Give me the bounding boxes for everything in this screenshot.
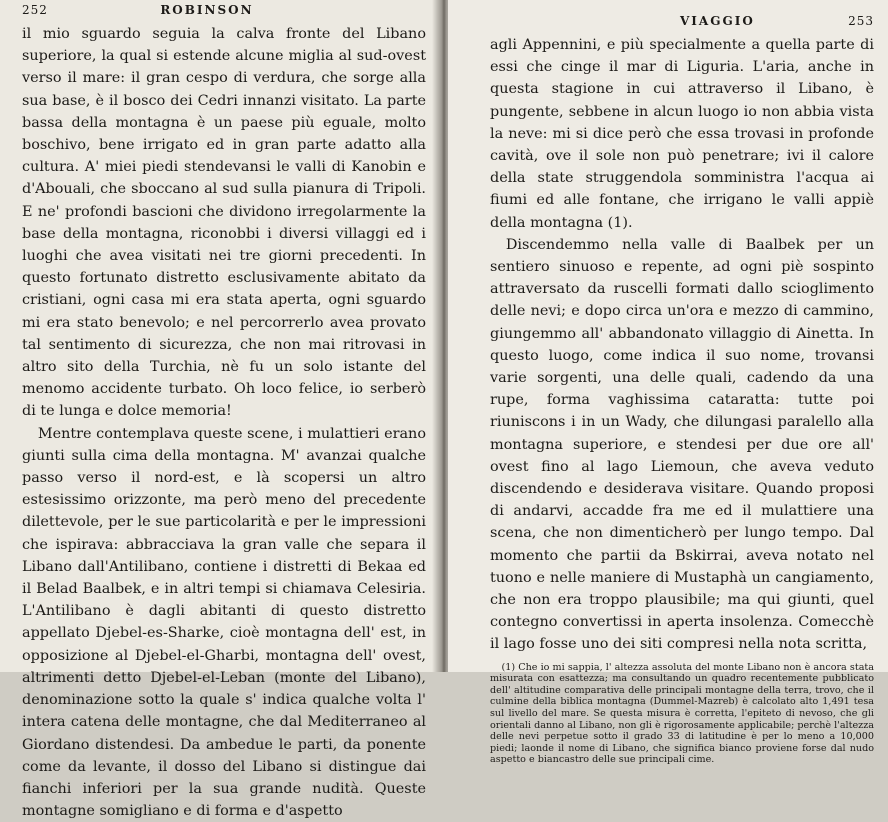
left-paragraph-1: il mio sguardo seguia la calva fronte del Libano superiore, la qual si estende alcune miglia al sud-ovest verso il mare: il gran cespo di verdura, che sorge alla sua base, è il bosco dei Cedri innanzi visitato. La parte bassa della montagna è un paese più eguale, molto boschivo, bene irrigato ed in gran parte adatto alla cultura. A' miei piedi stendevansi le valli di Kanobin e d'Abouali, che sboccano al sud sulla pianura di Tripoli. E ne' profondi bascioni che dividono irregolarmente la base della montagna, riconobbi i diversi villaggi ed i luoghi che avea visitati nei tre giorni precedenti. In questo fortunato distretto esclusivamente abitato da cristiani, ogni casa mi era stata aperta, ogni sguardo mi era stato benevolo; e nel percorrerlo avea provato tal sentimento di sicurezza, che non mai ritrovasi in altro sito della Turchia, nè fu un solo istante del menomo accidente turbato. Oh loco felice, io serberò di te lunga e dolce memoria! [22,26,426,420]
right-page [448,0,888,766]
right-paragraph-1: agli Appennini, e più specialmente a quella parte di essi che cinge il mar di Liguria. L'aria, anche in questa stagione in cui attraverso il Libano, è pungente, sebbene in alcun luogo io non abbia vista la neve: mi si dice però che essa trovasi in profonde cavità, ove il sole non può penetrare; ivi il calore della state struggendola somministra l'acqua ai fiumi ed alle fontane, che irrigano le valli appiè della montagna (1). [490,37,874,231]
right-paragraph-2: Discendemmo nella valle di Baalbek per un sentiero sinuoso e repente, ad ogni piè sospinto attraversato da ruscelli formati dallo scioglimento delle nevi; e dopo circa un'ora e mezzo di cammino, giungemmo all' abbandonato villaggio di Ainetta. In questo luogo, come indica il suo nome, trovansi varie sorgenti, una delle quali, cadendo da una rupe, forma vaghissima cataratta: tutte poi riuniscons i in un Wady, che dilungasi paralello alla montagna superiore, e stendesi per due ore all' ovest fino al lago Liemoun, che aveva veduto discendendo e desiderava visitare. Quando proposi di andarvi, accadde fra me ed il mulattiere una scena, che non dimenticherò per lungo tempo. Dal momento che partii da Bskirrai, aveva notato nel tuono e nelle maniere di Mustaphà un cangiamento, che non era troppo plausibile; ma qui giunti, quel contegno convertissi in aperta insolenza. Comecchè il lago fosse uno dei siti compresi nella nota scritta, [490,236,874,653]
right-page-number: 253 [848,14,874,28]
left-page [0,0,440,820]
right-body-text [490,34,874,656]
footnote-text: (1) Che io mi sappia, l' altezza assoluta del monte Libano non è ancora stata misurata con esattezza; ma consultando un quadro recentemente pubblicato dell' altitudine comparativa delle principali montagne della terra, trovo, che il culmine della biblica montagna (Dummel-Mazreb) è calcolato alto 1,491 tesa sul livello del mare. Se questa misura è corretta, l'epiteto di nevoso, che gli orientali danno al Libano, non gli è rigorosamente applicabile; perchè l'altezza delle nevi perpetue sotto il grado 33 di latitudine è per lo meno a 10,000 piedi; laonde il nome di Libano, che significa bianco proviene forse dal nudo aspetto e biancastro delle sue principali cime. [490,661,874,766]
left-running-head [22,3,426,23]
left-paragraph-2: Mentre contemplava queste scene, i mulattieri erano giunti sulla cima della montagna. M' avanzai qualche passo verso il nord-est, e là scopersi un altro estesissimo orizzonte, ma però meno del precedente dilettevole, per le sue particolarità e per le impressioni che ispirava: abbracciava la gran valle che separa il Libano dall'Antilibano, contiene i distretti di Bekaa ed il Belad Baalbek, e in altri tempi si chiamava Celesiria. L'Antilibano è dagli abitanti di questo distretto appellato Djebel-es-Sharke, cioè montagna dell' est, in opposizione al Djebel-el-Gharbi, montagna dell' ovest, altrimenti detto Djebel-el-Leban (monte del Libano), denominazione sotto la quale s' indica qualche volta l' intera catena delle montagne, che dal Mediterraneo al Giordano distendesi. Da ambedue le parti, da ponente come da levante, il dosso del Libano si distingue dai fianchi inferiori per la sua grande nudità. Queste montagne somigliano e di forma e d'aspetto [22,425,426,820]
right-running-head [490,14,874,34]
right-running-title: VIAGGIO [680,14,755,28]
footnote [490,662,874,766]
left-page-number: 252 [22,3,48,17]
left-body-text [22,23,426,822]
left-running-title: ROBINSON [160,3,254,17]
